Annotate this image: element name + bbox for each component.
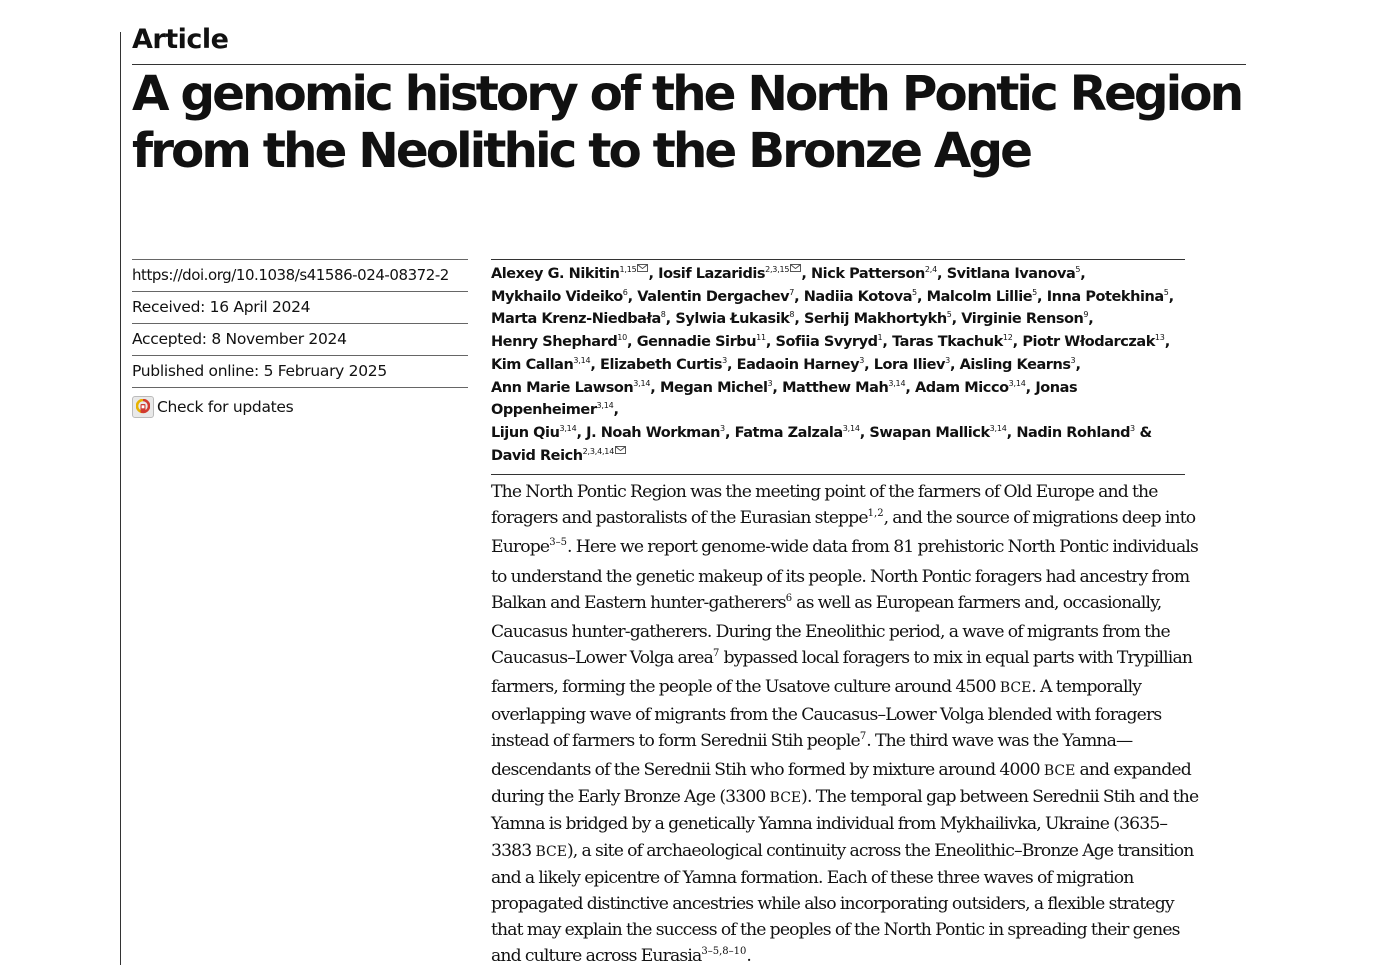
article-title-line-1: A genomic history of the North Pontic Region <box>132 66 1242 122</box>
author-affiliation: 5 <box>1163 287 1169 297</box>
published-date: Published online: 5 February 2025 <box>132 355 468 387</box>
era-label: BCE <box>535 843 567 860</box>
author-affiliation: 3 <box>767 378 773 388</box>
author-name: David Reich <box>491 447 583 464</box>
article-title <box>132 66 1246 180</box>
author-name: Henry Shephard <box>491 334 618 351</box>
author-name: Serhij Makhortykh <box>803 311 947 328</box>
author-affiliation: 3,14 <box>573 355 591 365</box>
author: Jonas Oppenheimer$^{3,14}$, <box>491 379 1078 419</box>
author: Malcolm Lillie$^5$, <box>926 287 1043 305</box>
author-affiliation: 3,14 <box>633 378 651 388</box>
author-affiliation: 5 <box>912 287 917 297</box>
era-label: BCE <box>1043 763 1076 780</box>
author-name: Virginie Renson <box>961 311 1084 328</box>
author: Svitlana Ivanova$^5$, <box>946 265 1086 282</box>
accepted-date: Accepted: 8 November 2024 <box>132 323 468 355</box>
author-name: Sylwia Łukasik <box>675 311 790 328</box>
author: Fatma Zalzala$^{3,14}$, <box>734 423 865 441</box>
author: Nadin Rohland$^3$ & <box>1016 423 1152 441</box>
author-affiliation: 1,15 <box>619 265 637 274</box>
author: Lijun Qiu$^{3,14}$, <box>491 423 582 441</box>
author-name: Iosif Lazaridis <box>658 266 766 282</box>
author: Virginie Renson$^9$, <box>961 310 1094 328</box>
author-name: Elizabeth Curtis <box>600 356 723 373</box>
article-title-line-2: from the Neolithic to the Bronze Age <box>132 123 1031 179</box>
author: Ann Marie Lawson$^{3,14}$, <box>491 378 656 396</box>
author: Eadaoin Harney$^3$, <box>736 355 870 373</box>
doi-link[interactable]: https://doi.org/10.1038/s41586-024-08372-2 <box>132 259 468 291</box>
author: Megan Michel$^3$, <box>659 378 778 396</box>
author-affiliation: 3,14 <box>1008 378 1026 388</box>
check-for-updates-button[interactable] <box>132 387 468 419</box>
author <box>491 448 626 464</box>
authors-rule <box>491 259 1185 260</box>
author-name: Jonas Oppenheimer <box>491 379 1078 419</box>
article-type-label: Article <box>132 24 229 55</box>
author-name: Megan Michel <box>659 379 768 396</box>
abstract-text: . The third wave was the Yamna—descendants of the Serednii Stih who formed by mixture around 4000 <box>491 730 1133 781</box>
envelope-icon[interactable] <box>790 258 801 280</box>
author-name: Mykhailo Videiko <box>491 288 623 305</box>
author-name: J. Noah Workman <box>586 424 721 441</box>
era-label: BCE <box>999 680 1032 697</box>
abstract-text: . Here we report genome-wide data from 81 prehistoric North Pontic individuals to understand the genetic makeup of its people. North Pontic foragers had ancestry from Balkan and Eastern hunter-gatherers <box>491 537 1198 613</box>
author: Adam Micco$^{3,14}$, <box>915 378 1031 396</box>
author-affiliation: 1 <box>877 333 883 343</box>
author: Elizabeth Curtis$^3$, <box>600 355 733 373</box>
title-rule <box>132 64 1246 65</box>
author-affiliation: 3 <box>945 355 950 365</box>
author-name: Alexey G. Nikitin <box>491 266 620 282</box>
abstract-rule <box>491 474 1185 475</box>
author-affiliation: 11 <box>756 333 766 343</box>
abstract-text: The North Pontic Region was the meeting point of the farmers of Old Europe and the foragers and pastoralists of the Eurasian steppe <box>491 482 1158 529</box>
author-name: Aisling Kearns <box>959 356 1071 373</box>
author-affiliation: 8 <box>789 310 795 320</box>
author-name: Adam Micco <box>915 379 1009 396</box>
author-name: Gennadie Sirbu <box>636 334 757 351</box>
author-affiliation: 3,14 <box>596 401 614 411</box>
author-affiliation: 6 <box>622 287 628 297</box>
citation-ref: 1,2 <box>867 508 884 520</box>
author-name: Nadin Rohland <box>1016 424 1131 441</box>
author-affiliation: 3 <box>859 355 865 365</box>
abstract <box>491 479 1201 973</box>
author-name: Kim Callan <box>491 356 574 373</box>
author: Nick Patterson$^{2,4}$, <box>811 265 943 282</box>
author-name: Taras Tkachuk <box>892 334 1003 351</box>
author-name: Ann Marie Lawson <box>491 379 634 396</box>
author-name: Inna Potekhina <box>1046 288 1164 305</box>
abstract-text: and expanded during the Early Bronze Age (3300 <box>491 760 1191 808</box>
author-name: Sofiia Svyryd <box>775 334 878 351</box>
citation-ref: 7 <box>859 730 867 742</box>
author: Sofiia Svyryd$^1$, <box>775 333 888 351</box>
author: Iosif Lazaridis$^{2,3,15}$ , <box>658 266 806 282</box>
author-affiliation: 5 <box>1075 265 1081 274</box>
author-name: Matthew Mah <box>782 379 889 396</box>
check-for-updates-label: Check for updates <box>157 397 294 416</box>
check-for-updates-icon <box>132 396 154 418</box>
author-affiliation: 3,14 <box>888 378 906 388</box>
author-name: Marta Krenz-Niedbała <box>491 311 661 328</box>
author: Inna Potekhina$^5$, <box>1046 287 1174 305</box>
author-name: Fatma Zalzala <box>734 424 843 441</box>
page-left-rule <box>120 32 121 965</box>
abstract-text: . <box>746 946 752 967</box>
author: Serhij Makhortykh$^5$, <box>803 310 957 328</box>
received-date: Received: 16 April 2024 <box>132 291 468 323</box>
envelope-icon[interactable] <box>637 258 648 280</box>
author-affiliation: 8 <box>660 310 666 320</box>
era-label: BCE <box>769 790 802 807</box>
author-affiliation: 2,4 <box>924 265 938 274</box>
author-affiliation: 3,14 <box>842 423 860 433</box>
author-affiliation: 3 <box>722 355 727 365</box>
abstract-text: as well as European farmers and, occasionally, Caucasus hunter-gatherers. During the Eneolithic period, a wave of migrants from the Caucasus–Lower Volga area <box>491 592 1170 669</box>
author-name: Lijun Qiu <box>491 424 560 441</box>
author-affiliation: 5 <box>946 310 952 320</box>
author-affiliation: 13 <box>1154 333 1165 343</box>
author-name: Lora Iliev <box>873 356 946 373</box>
author: Nadiia Kotova$^5$, <box>803 287 922 305</box>
author: J. Noah Workman$^3$, <box>586 423 730 441</box>
author: Gennadie Sirbu$^{11}$, <box>636 333 771 351</box>
abstract-text: . A temporally overlapping wave of migrants from the Caucasus–Lower Volga blended with foragers instead of farmers to form Serednii Stih people <box>491 677 1162 751</box>
author-affiliation: 3 <box>1130 423 1135 433</box>
author-name: Piotr Włodarczak <box>1022 334 1155 351</box>
author: Alexey G. Nikitin$^{1,15}$ , <box>491 266 654 282</box>
author-name: Nadiia Kotova <box>803 288 913 305</box>
author-name: Swapan Mallick <box>869 424 990 441</box>
author-affiliation: 2,3,4,14 <box>582 446 615 456</box>
author: Henry Shephard$^{10}$, <box>491 333 633 351</box>
author-name: Nick Patterson <box>811 266 925 282</box>
author: Kim Callan$^{3,14}$, <box>491 355 596 373</box>
author: Marta Krenz-Niedbała$^8$, <box>491 310 671 328</box>
author-affiliation: 2,3,15 <box>765 265 790 274</box>
article-metadata <box>132 259 468 419</box>
abstract-text: bypassed local foragers to mix in equal parts with Trypillian farmers, forming the people of the Usatove culture around 4500 <box>491 648 1193 698</box>
author: Taras Tkachuk$^{12}$, <box>892 333 1018 351</box>
author: Aisling Kearns$^3$, <box>959 355 1081 373</box>
author: Sylwia Łukasik$^8$, <box>675 310 800 328</box>
author-affiliation: 5 <box>1032 287 1038 297</box>
author: Matthew Mah$^{3,14}$, <box>782 378 911 396</box>
abstract-text: , and the source of migrations deep into Europe <box>491 508 1196 558</box>
author: Valentin Dergachev$^7$, <box>637 287 800 305</box>
abstract-text: ). The temporal gap between Serednii Stih and the Yamna is bridged by a genetically Yamna individual from Mykhailivka, Ukraine (3635–3383 <box>491 787 1199 861</box>
author-name: Svitlana Ivanova <box>946 266 1076 282</box>
citation-ref: 7 <box>713 648 720 660</box>
author-affiliation: 12 <box>1002 333 1013 343</box>
abstract-text: ), a site of archaeological continuity across the Eneolithic–Bronze Age transition and a likely epicentre of Yamna formation. Each of these three waves of migration propagated distinctive ancestries while also incorporating outsiders, a flexible strategy that may explain the success of the peoples of the North Pontic in spreading their genes and culture across Eurasia <box>491 840 1194 967</box>
author-affiliation: 10 <box>617 333 628 343</box>
citation-ref: 6 <box>785 592 793 604</box>
author: Mykhailo Videiko$^6$, <box>491 287 633 305</box>
author-affiliation: 3,14 <box>559 423 577 433</box>
author-affiliation: 7 <box>789 287 795 297</box>
author-list <box>491 264 1191 468</box>
author: Swapan Mallick$^{3,14}$, <box>869 423 1012 441</box>
author: Piotr Włodarczak$^{13}$, <box>1022 333 1170 351</box>
citation-ref: 3–5,8–10 <box>701 946 747 958</box>
author: Lora Iliev$^3$, <box>873 355 956 373</box>
author-name: Malcolm Lillie <box>926 288 1033 305</box>
author-affiliation: 9 <box>1083 310 1089 320</box>
author-name: Eadaoin Harney <box>736 356 860 373</box>
author-affiliation: 3 <box>1070 355 1076 365</box>
author-name: Valentin Dergachev <box>637 288 790 305</box>
author-affiliation: 3,14 <box>989 423 1007 433</box>
author-affiliation: 3 <box>720 423 725 433</box>
envelope-icon[interactable] <box>615 440 626 462</box>
citation-ref: 3–5 <box>549 537 567 549</box>
